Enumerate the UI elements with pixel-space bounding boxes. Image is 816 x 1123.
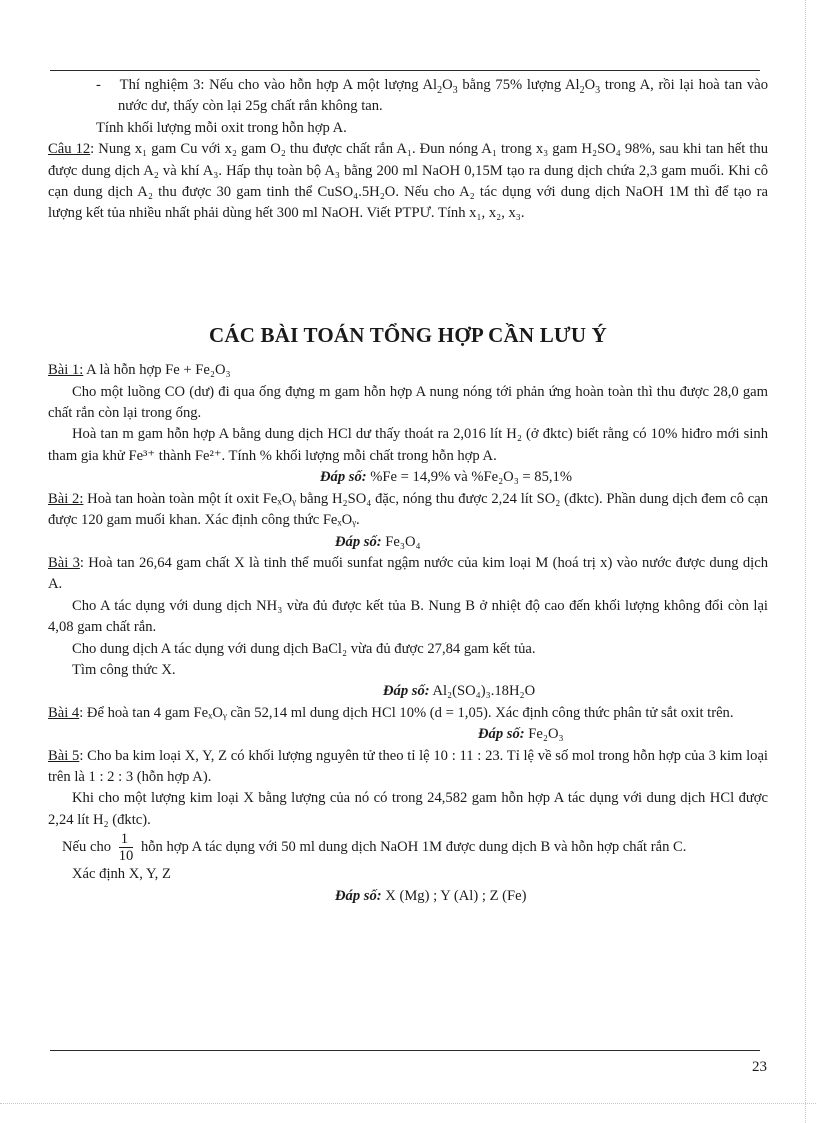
- bai-3-answer: Đáp số: Al₂(SO₄)₃.18H₂O: [383, 683, 536, 700]
- fraction-one-tenth: $\frac{1}{10}$: [118, 831, 134, 865]
- page-number: 23: [752, 1059, 767, 1075]
- bai-3: Bài 3: Hoà tan 26,64 gam chất X là tinh thể muối sunfat ngậm nước của kim loại M (hoá trị x) vào nước được dung dịch A.: [48, 554, 769, 593]
- bai-2: Bài 2: Hoà tan hoàn toàn một ít oxit FeₓOᵧ bằng H₂SO₄ đặc, nóng thu được 2,24 lít SO₂ (đktc). Phần dung dịch đem cô cạn được 120 gam muối khan. Xác định công thức FeₓOᵧ.: [48, 490, 768, 529]
- page-edge-dots-right: [805, 0, 806, 1123]
- bai-5-answer: Đáp số: X (Mg) ; Y (Al) ; Z (Fe): [335, 887, 527, 904]
- bai-5-para-1: Khi cho một lượng kim loại X bằng lượng của nó có trong 24,582 gam hỗn hợp A tác dụng với dung dịch HCl được 2,24 lít H₂ (đktc).: [48, 790, 768, 828]
- bai-5-label: Bài 5: [48, 747, 80, 764]
- bai-1-answer: Đáp số: %Fe = 14,9% và %Fe₂O₃ = 85,1%: [320, 469, 573, 486]
- footer-rule: [50, 1050, 760, 1051]
- bai-3-label: Bài 3: [48, 554, 80, 571]
- bai-2-answer: Đáp số: Fe₃O₄: [335, 533, 421, 550]
- document-page: [48, 75, 768, 907]
- bai-2-label: Bài 2:: [48, 490, 84, 507]
- bai-4-label: Bài 4: [48, 704, 80, 721]
- bai-4: Bài 4: Để hoà tan 4 gam FeₓOᵧ cần 52,14 ml dung dịch HCl 10% (d = 1,05). Xác định công thức phân tử sắt oxit trên.: [48, 704, 734, 721]
- bai-5: Bài 5: Cho ba kim loại X, Y, Z có khối lượng nguyên tử theo tỉ lệ 10 : 11 : 23. Tỉ lệ về số mol trong hỗn hợp của 3 kim loại trên là 1 : 2 : 3 (hỗn hợp A).: [48, 747, 768, 785]
- cau-12-label: Câu 12: [48, 141, 91, 158]
- bai-1-para-2: Hoà tan m gam hỗn hợp A bằng dung dịch HCl dư thấy thoát ra 2,016 lít H₂ (ở đktc) biết rằng có 10% hiđro mới sinh tham gia khử Fe³⁺ thành Fe²⁺. Tính % khối lượng mỗi chất trong hỗn hợp A.: [48, 426, 768, 464]
- bai-4-answer: Đáp số: Fe₂O₃: [478, 726, 564, 743]
- bai-3-para-3: Tìm công thức X.: [72, 661, 176, 678]
- experiment-question: Tính khối lượng mỗi oxit trong hỗn hợp A.: [96, 119, 347, 136]
- bai-3-para-1: Cho A tác dụng với dung dịch NH₃ vừa đủ được kết tủa B. Nung B ở nhiệt độ cao đến khối lượng không đổi còn lại 4,08 gam chất rắn.: [48, 597, 768, 636]
- bai-1: Bài 1: A là hỗn hợp Fe + Fe₂O₃: [48, 362, 231, 379]
- bai-3-para-2: Cho dung dịch A tác dụng với dung dịch BaCl₂ vừa đủ được 27,84 gam kết tủa.: [72, 640, 536, 657]
- experiment-3: - Thí nghiệm 3: Nếu cho vào hỗn hợp A một lượng $Al_2O_3$ bằng 75% lượng $Al_2O_3$ trong A, rồi lại hoà tan vào nước dư, thấy còn lại 25g chất rắn không tan.: [96, 77, 769, 115]
- cau-12: Câu 12: Nung x₁ gam Cu với x₂ gam O₂ thu được chất rắn A₁. Đun nóng A₁ trong x₃ gam H₂SO₄ 98%, sau khi tan hết thu được dung dịch A₂ và khí A₃. Hấp thụ toàn bộ A₃ bằng 200 ml NaOH 0,15M tạo ra dung dịch chứa 2,3 gam muối. Khi cô cạn dung dịch A₂ thu được 30 gam tinh thể CuSO₄.5H₂O. Nếu cho A₂ tác dụng với dung dịch NaOH 1M thì để tạo ra lượng kết tủa nhiều nhất phải dùng hết 300 ml NaOH. Viết PTPƯ. Tính x₁, x₂, x₃.: [48, 141, 768, 222]
- bai-5-para-3: Xác định X, Y, Z: [72, 866, 171, 883]
- page-edge-dots: [0, 1103, 816, 1104]
- bai-1-para-1: Cho một luồng CO (dư) đi qua ống đựng m gam hỗn hợp A nung nóng tới phản ứng hoàn toàn thì thu được 28,0 gam chất rắn còn lại trong ống.: [48, 383, 768, 422]
- bai-1-label: Bài 1:: [48, 362, 84, 379]
- bai-5-para-2: Nếu cho $\frac{1}{10}$ hỗn hợp A tác dụng với 50 ml dung dịch NaOH 1M được dung dịch B và hỗn hợp chất rắn C.: [62, 831, 687, 865]
- section-title: CÁC BÀI TOÁN TỔNG HỢP CẦN LƯU Ý: [208, 322, 608, 347]
- header-rule: [50, 70, 760, 71]
